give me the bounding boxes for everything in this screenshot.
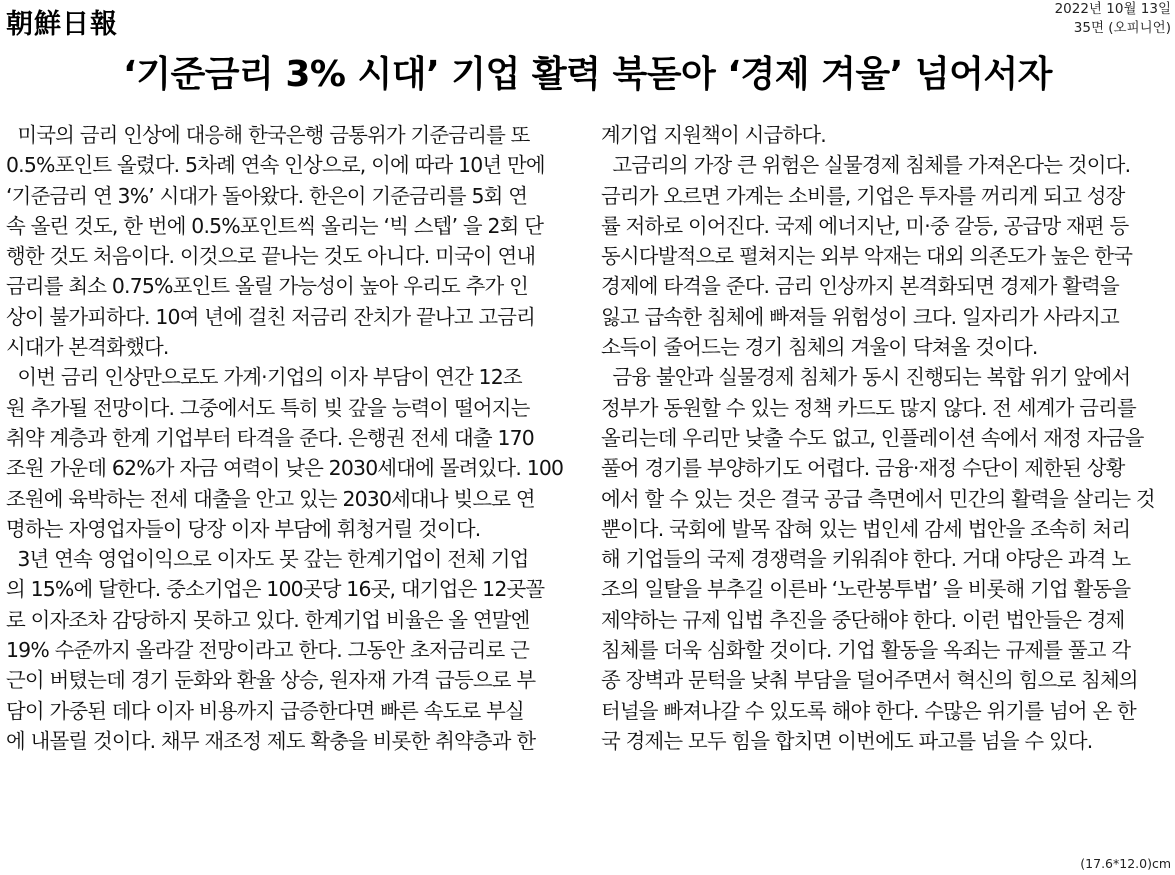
publication-meta xyxy=(1055,0,1171,38)
publication-date: 2022년 10월 13일 xyxy=(1054,1,1171,17)
article-line: ‘기준금리 연 3%’ 시대가 돌아왔다. 한은이 기준금리를 5회 연 xyxy=(6,183,528,208)
article-line: 경제에 타격을 준다. 금리 인상까지 본격화되면 경제가 활력을 xyxy=(601,274,1119,299)
article-line: 계기업 지원책이 시급하다. xyxy=(601,123,826,147)
article-line: 조의 일탈을 부추길 이른바 ‘노란봉투법’ 을 비롯해 기업 활동을 xyxy=(601,577,1131,602)
article-line: 동시다발적으로 펼쳐지는 외부 악재는 대외 의존도가 높은 한국 xyxy=(601,244,1133,269)
article-line: 금융 불안과 실물경제 침체가 동시 진행되는 복합 위기 앞에서 xyxy=(601,365,1131,390)
article-line: 취약 계층과 한계 기업부터 타격을 준다. 은행권 전세 대출 170 xyxy=(6,425,534,450)
article-line: 의 15%에 달한다. 중소기업은 100곳당 16곳, 대기업은 12곳꼴 xyxy=(6,577,545,602)
article-line: 침체를 더욱 심화할 것이다. 기업 활동을 옥죄는 규제를 풀고 각 xyxy=(601,638,1131,663)
article-line: 올리는데 우리만 낮출 수도 없고, 인플레이션 속에서 재정 자금을 xyxy=(601,425,1144,450)
article-line: 3년 연속 영업이익으로 이자도 못 갚는 한계기업이 전체 기업 xyxy=(6,547,529,572)
article-line: 0.5%포인트 올렸다. 5차례 연속 인상으로, 이에 따라 10년 만에 xyxy=(6,153,545,178)
article-column-right xyxy=(601,120,1171,756)
article-line: 행한 것도 처음이다. 이것으로 끝나는 것도 아니다. 미국이 연내 xyxy=(6,244,536,269)
article-line: 19% 수준까지 올라갈 전망이라고 한다. 그동안 초저금리로 근 xyxy=(6,638,530,663)
article-line: 소득이 줄어드는 경기 침체의 겨울이 닥쳐올 것이다. xyxy=(601,335,1038,360)
article-line: 원 추가될 전망이다. 그중에서도 특히 빚 갚을 능력이 떨어지는 xyxy=(6,395,530,420)
article-line: 에 내몰릴 것이다. 채무 재조정 제도 확충을 비롯한 취약층과 한 xyxy=(6,728,536,753)
article-line: 정부가 동원할 수 있는 정책 카드도 많지 않다. 전 세계가 금리를 xyxy=(601,395,1136,420)
article-line: 종 장벽과 문턱을 낮춰 부담을 덜어주면서 혁신의 힘으로 침체의 xyxy=(601,668,1138,693)
article-line: 이번 금리 인상만으로도 가계·기업의 이자 부담이 연간 12조 xyxy=(6,365,522,390)
article-line: 명하는 자영업자들이 당장 이자 부담에 휘청거릴 것이다. xyxy=(6,516,481,541)
article-line: 에서 할 수 있는 것은 결국 공급 측면에서 민간의 활력을 살리는 것 xyxy=(601,486,1155,511)
article-line: 금리를 최소 0.75%포인트 올릴 가능성이 높아 우리도 추가 인 xyxy=(6,274,528,299)
article-line: 금리가 오르면 가계는 소비를, 기업은 투자를 꺼리게 되고 성장 xyxy=(601,183,1125,208)
article-line: 미국의 금리 인상에 대응해 한국은행 금통위가 기준금리를 또 xyxy=(6,123,530,147)
article-column-left xyxy=(6,120,576,756)
newspaper-masthead: 朝鮮日報 xyxy=(6,9,118,40)
article-line: 담이 가중된 데다 이자 비용까지 급증한다면 빠른 속도로 부실 xyxy=(6,698,524,723)
page-section: 35면 (오피니언) xyxy=(1073,20,1171,36)
article-line: 국 경제는 모두 힘을 합치면 이번에도 파고를 넘을 수 있다. xyxy=(601,728,1093,753)
article-line: 근이 버텼는데 경기 둔화와 환율 상승, 원자재 가격 급등으로 부 xyxy=(6,668,536,693)
article-line: 상이 불가피하다. 10여 년에 걸친 저금리 잔치가 끝나고 고금리 xyxy=(6,304,536,329)
article-line: 시대가 본격화했다. xyxy=(6,335,169,360)
article-line: 잃고 급속한 침체에 빠져들 위험성이 크다. 일자리가 사라지고 xyxy=(601,304,1119,329)
article-line: 조원 가운데 62%가 자금 여력이 낮은 2030세대에 몰려있다. 100 xyxy=(6,456,564,481)
editorial-headline: ‘기준금리 3% 시대’ 기업 활력 북돋아 ‘경제 겨울’ 넘어서자 xyxy=(123,54,1052,95)
article-line: 조원에 육박하는 전세 대출을 안고 있는 2030세대나 빚으로 연 xyxy=(6,486,535,511)
article-line: 해 기업들의 국제 경쟁력을 키워줘야 한다. 거대 야당은 과격 노 xyxy=(601,547,1131,572)
article-line: 터널을 빠져나갈 수 있도록 해야 한다. 수많은 위기를 넘어 온 한 xyxy=(601,698,1136,723)
article-line: 률 저하로 이어진다. 국제 에너지난, 미·중 갈등, 공급망 재편 등 xyxy=(601,213,1129,238)
article-line: 로 이자조차 감당하지 못하고 있다. 한계기업 비율은 올 연말엔 xyxy=(6,607,530,632)
article-line: 제약하는 규제 입법 추진을 중단해야 한다. 이런 법안들은 경제 xyxy=(601,607,1125,632)
article-line: 뿐이다. 국회에 발목 잡혀 있는 법인세 감세 법안을 조속히 처리 xyxy=(601,516,1131,541)
article-size-note: (17.6*12.0)cm xyxy=(1080,856,1171,871)
article-line: 고금리의 가장 큰 위험은 실물경제 침체를 가져온다는 것이다. xyxy=(601,153,1131,178)
article-line: 풀어 경기를 부양하기도 어렵다. 금융·재정 수단이 제한된 상황 xyxy=(601,456,1125,481)
article-line: 속 올린 것도, 한 번에 0.5%포인트씩 올리는 ‘빅 스텝’ 을 2회 단 xyxy=(6,213,544,238)
